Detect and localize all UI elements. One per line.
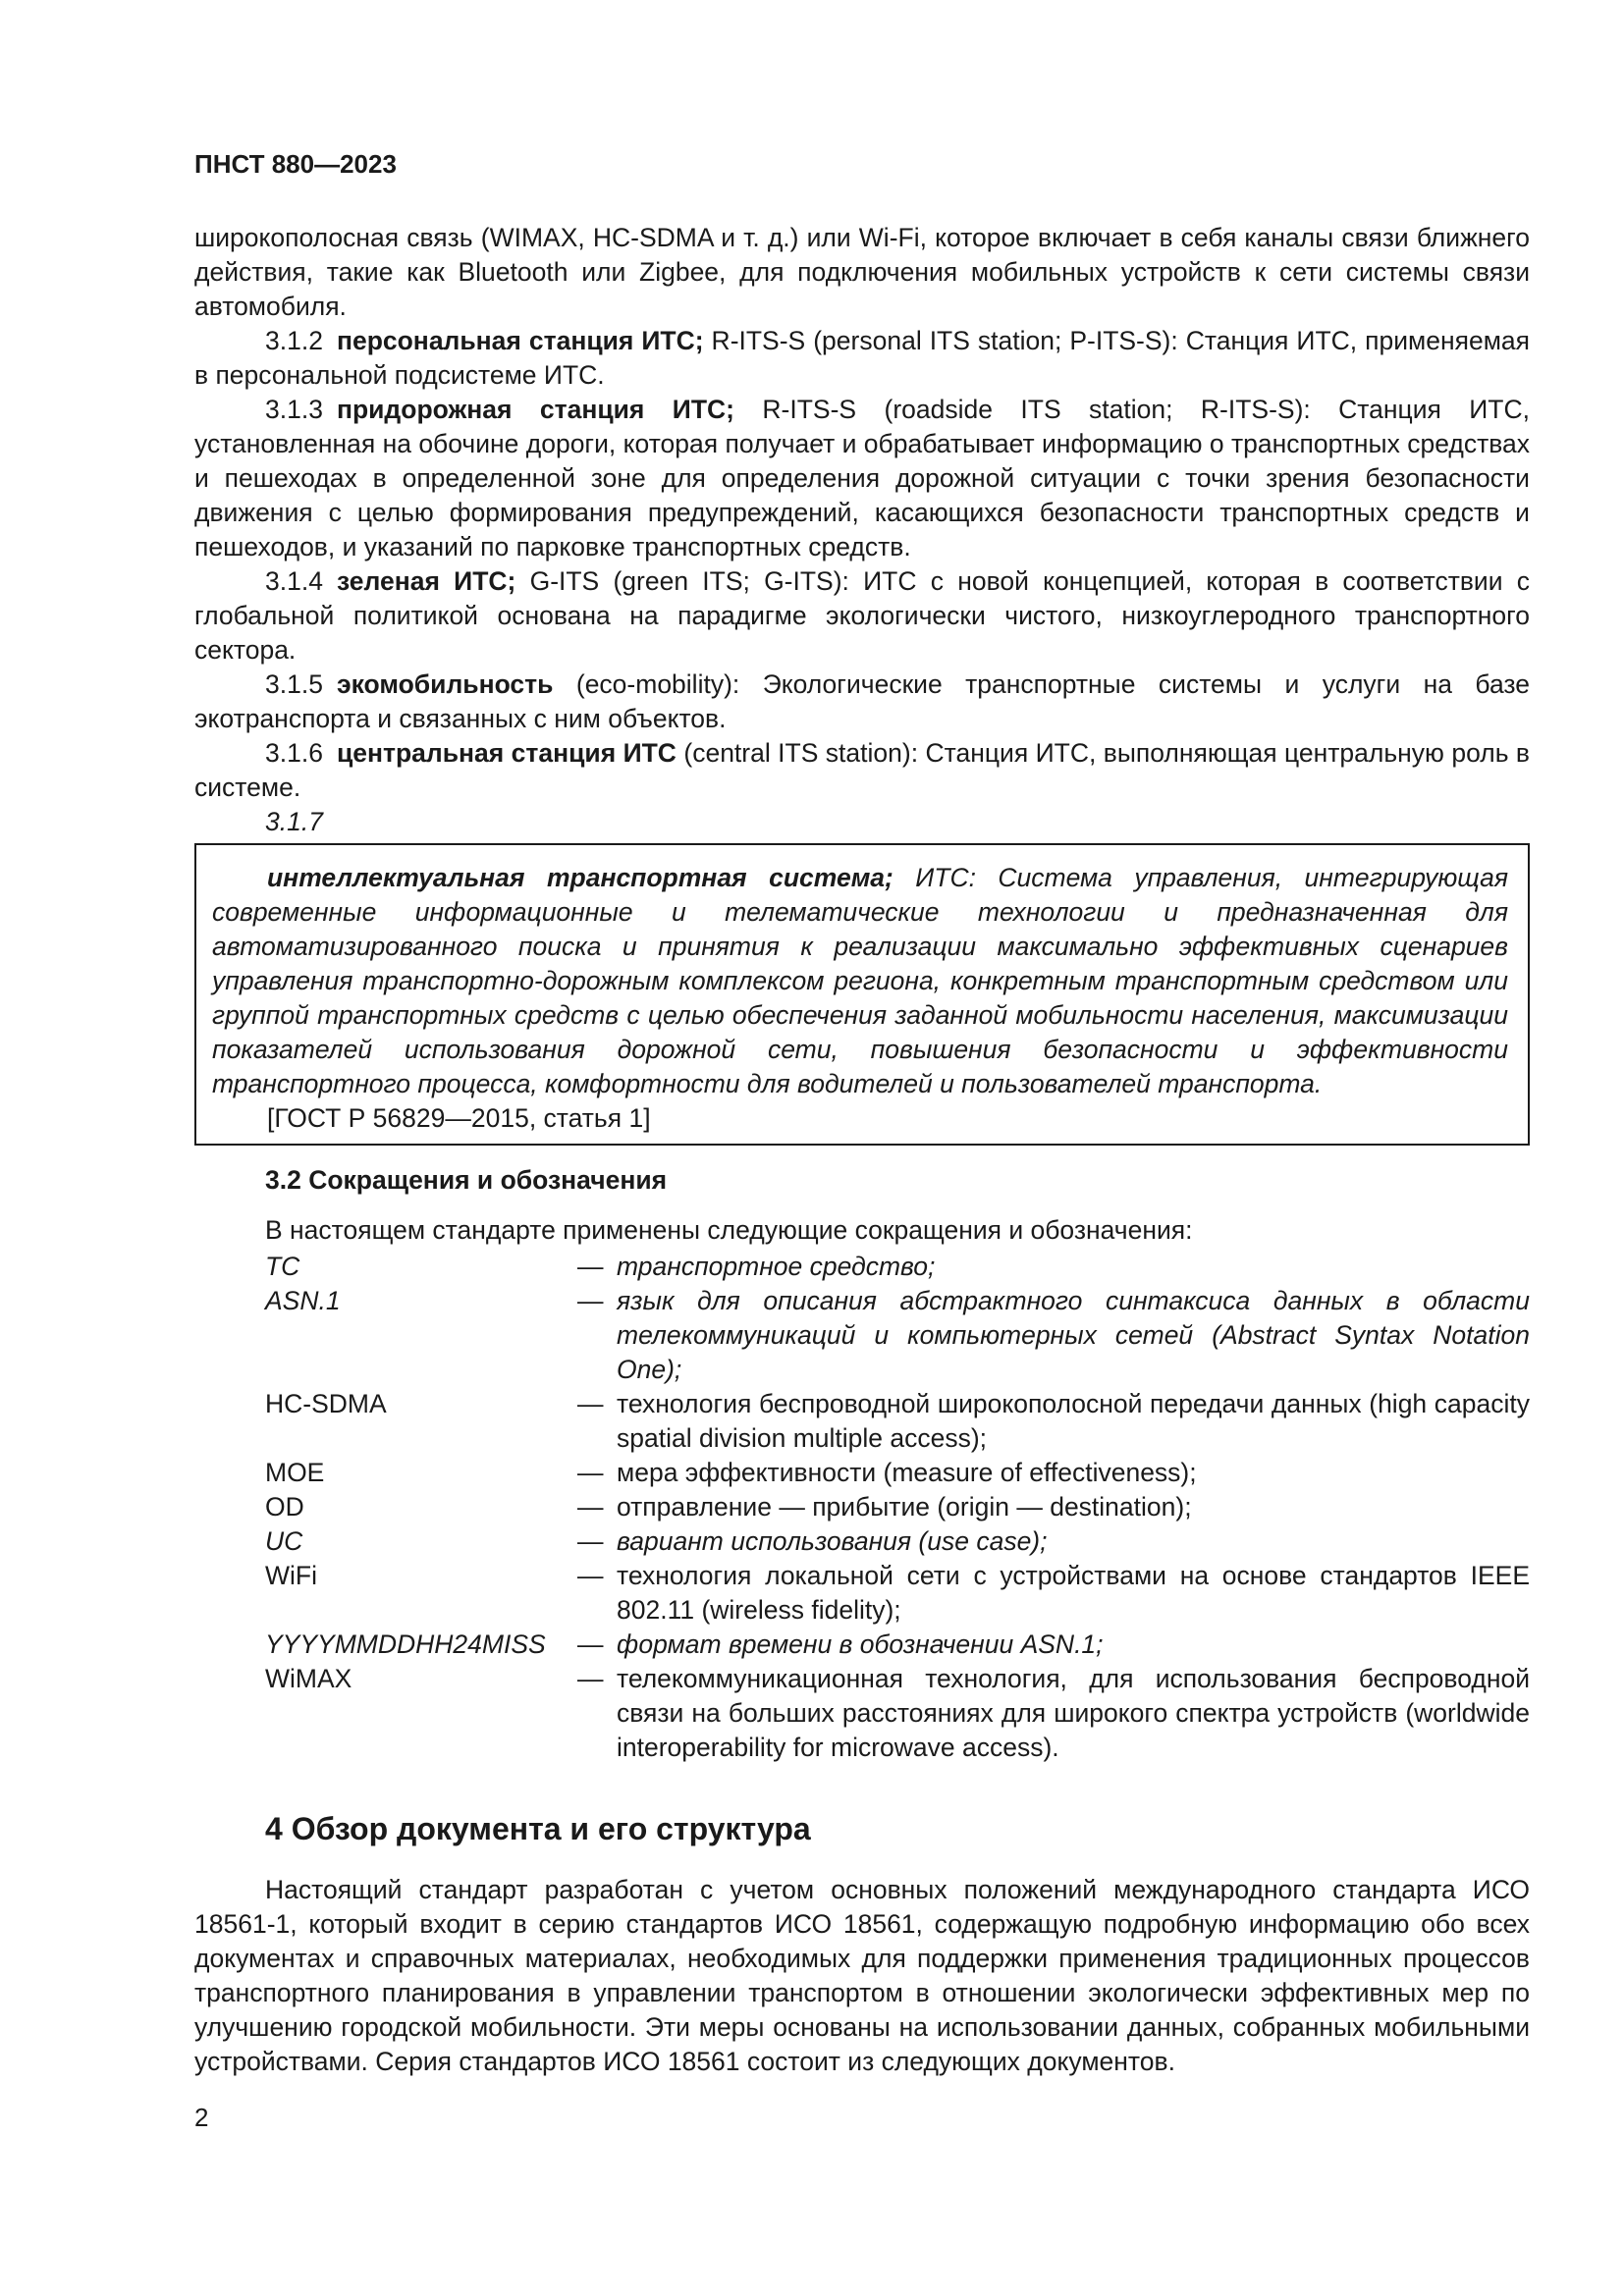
term-definition: G-ITS (green ITS; G-ITS): ИТС с новой концепцией, которая в соответствии с глобальной политикой основана на парадигме экологически чистого, низкоуглеродного транспортного сектора. [194, 566, 1530, 665]
abbr-key: ASN.1 [265, 1286, 341, 1315]
term-number: 3.1.3 [265, 395, 323, 424]
abbr-key: ТС [265, 1252, 300, 1281]
abbr-row [265, 1559, 1530, 1628]
abbr-value: формат времени в обозначении ASN.1; [617, 1629, 1104, 1659]
term-number: 3.1.5 [265, 669, 323, 699]
boxed-term-text [212, 861, 1508, 1101]
abbr-dash: — [577, 1664, 604, 1693]
abbr-value: транспортное средство; [617, 1252, 936, 1281]
abbr-key: UC [265, 1526, 303, 1556]
term-title: центральная станция ИТС [336, 738, 677, 768]
page-number: 2 [194, 2103, 209, 2132]
term-title: придорожная станция ИТС; [336, 395, 734, 424]
boxed-term-title: интеллектуальная транспортная система; [267, 863, 893, 892]
abbr-key: YYYYMMDDHH24MISS [265, 1629, 546, 1659]
continuation-paragraph: широкополосная связь (WIMAX, HC-SDMA и т. д.) или Wi-Fi, которое включает в себя каналы связи ближнего действия, такие как Bluetooth или Zigbee, для подключения мобильных устройств к сети системы связи автомобиля. [194, 223, 1530, 321]
abbr-section-intro: В настоящем стандарте применены следующие сокращения и обозначения: [265, 1215, 1193, 1245]
abbr-value: вариант использования (use case); [617, 1526, 1048, 1556]
abbr-dash: — [577, 1458, 604, 1487]
term-3-1-5 [194, 667, 1530, 736]
abbr-dash: — [577, 1561, 604, 1590]
term-title: экомобильность [336, 669, 554, 699]
term-3-1-4 [194, 564, 1530, 667]
abbr-value: мера эффективности (measure of effectiveness); [617, 1458, 1197, 1487]
boxed-term-definition: ИТС: Система управления, интегрирующая современные информационные и телематические технологии и предназначенная для автоматизированного поиска и принятия к реализации максимально эффективных сценариев управления транспортно-дорожным комплексом региона, конкретным транспортным средством или группой транспортных средств с целью обеспечения заданной мобильности населения, максимизации показателей использования дорожной сети, повышения безопасности и эффективности транспортного процесса, комфортности для водителей и пользователей транспорта. [212, 863, 1508, 1098]
abbr-key: HC-SDMA [265, 1389, 387, 1418]
abbr-value: телекоммуникационная технология, для использования беспроводной связи на больших расстояниях для широкого спектра устройств (worldwide interoperability for microwave access). [617, 1664, 1530, 1762]
abbr-row [265, 1387, 1530, 1456]
term-number: 3.1.2 [265, 326, 323, 355]
abbr-value: язык для описания абстрактного синтаксиса данных в области телекоммуникаций и компьютерных сетей (Abstract Syntax Notation One); [617, 1286, 1530, 1384]
abbr-row [265, 1524, 1530, 1559]
term-definition: (central ITS station): Станция ИТС, выполняющая центральную роль в системе. [194, 738, 1530, 802]
abbr-dash: — [577, 1286, 604, 1315]
abbr-list [194, 1250, 1530, 1765]
document-header: ПНСТ 880—2023 [194, 149, 397, 179]
term-3-1-2 [194, 324, 1530, 393]
term-title: зеленая ИТС; [336, 566, 516, 596]
abbr-key: OD [265, 1492, 304, 1522]
term-3-1-3 [194, 393, 1530, 564]
boxed-term-frame [194, 843, 1530, 1146]
abbr-dash: — [577, 1252, 604, 1281]
abbr-row [265, 1250, 1530, 1284]
abbr-value: отправление — прибытие (origin — destination); [617, 1492, 1192, 1522]
abbr-row [265, 1284, 1530, 1387]
abbr-value: технология беспроводной широкополосной передачи данных (high capacity spatial division multiple access); [617, 1389, 1530, 1453]
abbr-dash: — [577, 1629, 604, 1659]
term-number: 3.1.6 [265, 738, 323, 768]
abbr-key: MOE [265, 1458, 325, 1487]
term-3-1-6 [194, 736, 1530, 805]
abbr-dash: — [577, 1389, 604, 1418]
abbr-dash: — [577, 1492, 604, 1522]
abbr-key: WiFi [265, 1561, 317, 1590]
page-content [194, 221, 1530, 2079]
term-definition: R-ITS-S (roadside ITS station; R-ITS-S): Станция ИТС, установленная на обочине дороги, которая получает и обрабатывает информацию о транспортных средствах и пешеходах в определенной зоне для определения дорожной ситуации с точки зрения безопасности движения с целью формирования предупреждений, касающихся безопасности транспортных средств и пешеходов, и указаний по парковке транспортных средств. [194, 395, 1530, 561]
term-definition: (eco-mobility): Экологические транспортные системы и услуги на базе экотранспорта и связанных с ним объектов. [194, 669, 1530, 733]
section-4-title: 4 Обзор документа и его структура [265, 1811, 811, 1846]
abbr-row [265, 1456, 1530, 1490]
boxed-term-reference: [ГОСТ Р 56829—2015, статья 1] [267, 1103, 651, 1133]
term-title: персональная станция ИТС; [336, 326, 704, 355]
abbr-row [265, 1662, 1530, 1765]
abbr-section-title: 3.2 Сокращения и обозначения [265, 1165, 668, 1195]
abbr-key: WiMAX [265, 1664, 352, 1693]
abbr-dash: — [577, 1526, 604, 1556]
abbr-value: технология локальной сети с устройствами на основе стандартов IEEE 802.11 (wireless fidelity); [617, 1561, 1530, 1625]
term-definition: R-ITS-S (personal ITS station; P-ITS-S): Станция ИТС, применяемая в персональной подсистеме ИТС. [194, 326, 1530, 390]
abbr-row [265, 1490, 1530, 1524]
term-number: 3.1.4 [265, 566, 323, 596]
boxed-term-number: 3.1.7 [265, 807, 323, 836]
abbr-row [265, 1628, 1530, 1662]
section-4-body: Настоящий стандарт разработан с учетом основных положений международного стандарта ИСО 18561-1, который входит в серию стандартов ИСО 18561, содержащую подробную информацию обо всех документах и справочных материалах, необходимых для поддержки применения традиционных процессов транспортного планирования в управлении транспортом в отношении экологически эффективных мер по улучшению городской мобильности. Эти меры основаны на использовании данных, собранных мобильными устройствами. Серия стандартов ИСО 18561 состоит из следующих документов. [194, 1875, 1530, 2076]
